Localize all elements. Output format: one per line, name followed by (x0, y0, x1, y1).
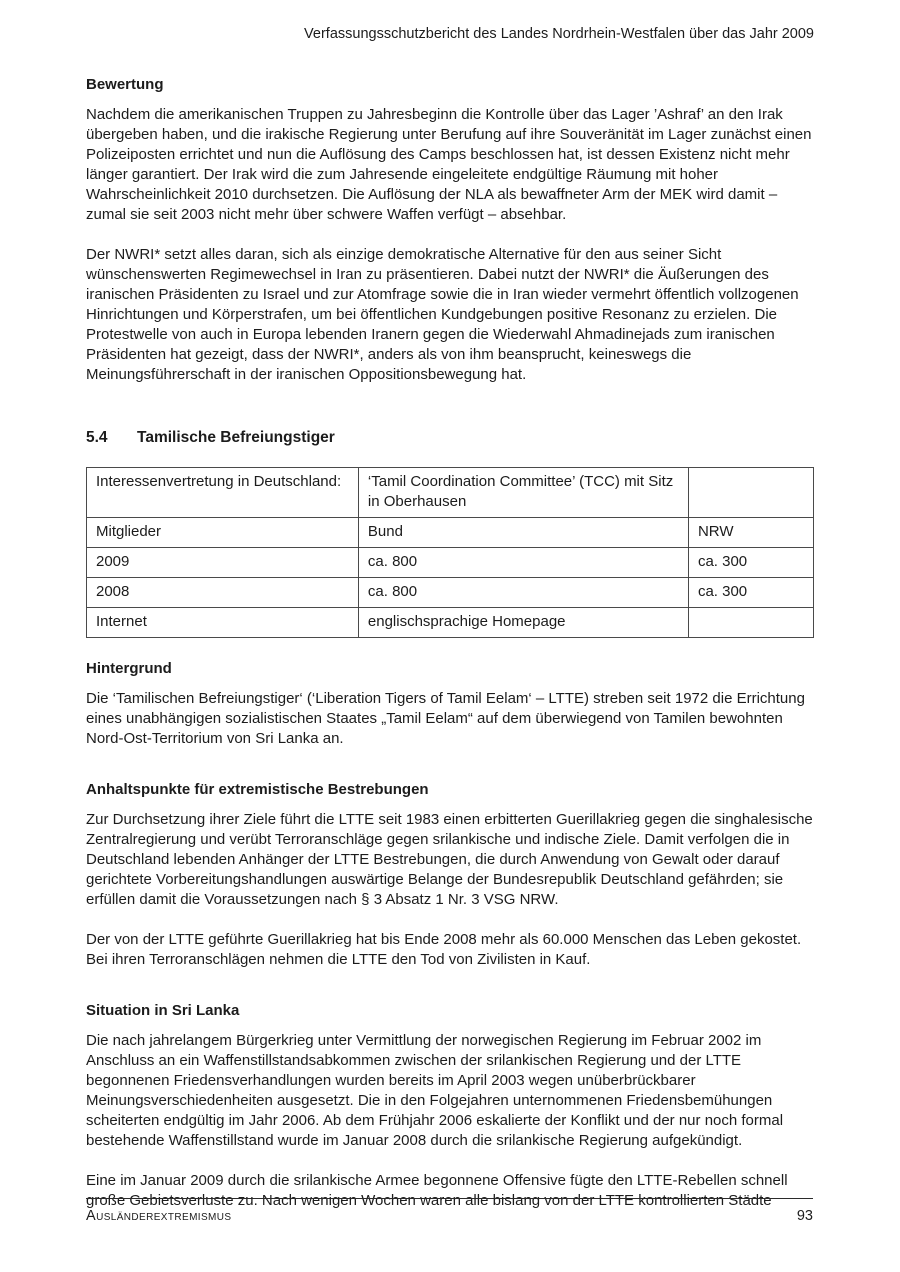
organisation-info-table (86, 467, 814, 638)
heading-anhaltspunkte: Anhaltspunkte für extremistische Bestrebungen (86, 781, 429, 798)
table-cell: Mitglieder (87, 518, 359, 548)
heading-situation: Situation in Sri Lanka (86, 1002, 240, 1019)
table-cell: ‘Tamil Coordination Committee’ (TCC) mit Sitz in Oberhausen (358, 468, 688, 518)
table-cell: ca. 300 (688, 548, 813, 578)
table-row (87, 608, 814, 638)
table-cell: ca. 800 (358, 548, 688, 578)
running-header (86, 26, 814, 42)
table-cell: englischsprachige Homepage (358, 608, 688, 638)
table-cell: ca. 800 (358, 578, 688, 608)
page-number: 93 (796, 1208, 813, 1224)
paragraph-situation-2: Eine im Januar 2009 durch die srilankische Armee begonnene Offensive fügte den LTTE-Rebellen schnell große Gebietsverluste zu. Nach wenigen Wochen waren alle bislang von der LTTE kontrollierten Städte (86, 1172, 788, 1209)
table-row (87, 548, 814, 578)
table-cell: ca. 300 (688, 578, 813, 608)
table-cell (688, 608, 813, 638)
table-row (87, 518, 814, 548)
table-row (87, 468, 814, 518)
table-cell: Internet (87, 608, 359, 638)
paragraph-anhaltspunkte-2: Der von der LTTE geführte Guerillakrieg hat bis Ende 2008 mehr als 60.000 Menschen das Leben gekostet. Bei ihren Terroranschlägen nehmen die LTTE den Tod von Zivilisten in Kauf. (86, 931, 802, 968)
section-title: Tamilische Befreiungstiger (137, 429, 335, 446)
paragraph-bewertung-2: Der NWRI* setzt alles daran, sich als einzige demokratische Alternative für den aus seiner Sicht wünschenswerten Regimewechsel in Iran zu präsentieren. Dabei nutzt der NWRI* die Äußerungen des iranischen Präsidenten zu Israel und zur Atomfrage sowie die in Iran wieder vermehrt öffentlich vollzogenen Hinrichtungen und Körperstrafen, um bei öffentlichen Kundgebungen positive Resonanz zu erzielen. Die Protestwelle von auch in Europa lebenden Iranern gegen die Wiederwahl Ahmadinejads zum iranischen Präsidenten hat gezeigt, dass der NWRI*, anders als von ihm beansprucht, keineswegs die Meinungsführerschaft in der iranischen Oppositionsbewegung hat. (86, 246, 799, 383)
table-row (87, 578, 814, 608)
heading-bewertung: Bewertung (86, 76, 164, 93)
paragraph-situation-1: Die nach jahrelangem Bürgerkrieg unter Vermittlung der norwegischen Regierung im Februar 2002 im Anschluss an ein Waffenstillstandsabkommen zwischen der srilankischen Regierung und der LTTE begonnenen Friedensverhandlungen wurden bereits im April 2003 wegen unüberbrückbarer Meinungsverschiedenheiten ausgesetzt. Die in den Folgejahren unternommenen Friedensbemühungen scheiterten endgültig im Jahr 2006. Ab dem Frühjahr 2006 eskalierte der Konflikt und der nur noch formal bestehende Waffenstillstand wurde im Januar 2008 durch die srilankische Regierung aufgekündigt. (86, 1032, 784, 1149)
table-cell: Interessenvertretung in Deutschland: (87, 468, 359, 518)
running-header-title: Verfassungsschutzbericht des Landes Nordrhein-Westfalen über das Jahr 2009 (304, 26, 814, 42)
table-cell: Bund (358, 518, 688, 548)
table-cell (688, 468, 813, 518)
footer-section-label: Ausländerextremismus (86, 1208, 232, 1224)
table-cell: NRW (688, 518, 813, 548)
paragraph-hintergrund-1: Die ‘Tamilischen Befreiungstiger‘ (‘Liberation Tigers of Tamil Eelam‘ – LTTE) streben seit 1972 die Errichtung eines unabhängigen sozialistischen Staates „Tamil Eelam“ auf dem überwiegend von Tamilen bewohnten Nord-Ost-Territorium von Sri Lanka an. (86, 690, 805, 747)
page-footer (86, 1198, 813, 1224)
section-heading-5-4 (86, 429, 814, 447)
paragraph-anhaltspunkte-1: Zur Durchsetzung ihrer Ziele führt die LTTE seit 1983 einen erbitterten Guerillakrieg gegen die singhalesische Zentralregierung und verübt Terroranschläge gegen srilankische und indische Ziele. Damit verfolgen die in Deutschland lebenden Anhänger der LTTE Bestrebungen, die durch Anwendung von Gewalt oder darauf gerichtete Vorbereitungshandlungen auswärtige Belange der Bundesrepublik Deutschland gefährden; sie erfüllen damit die Voraussetzungen nach § 3 Absatz 1 Nr. 3 VSG NRW. (86, 811, 813, 908)
section-number: 5.4 (86, 429, 108, 446)
table-cell: 2008 (87, 578, 359, 608)
table-cell: 2009 (87, 548, 359, 578)
paragraph-bewertung-1: Nachdem die amerikanischen Truppen zu Jahresbeginn die Kontrolle über das Lager ’Ashraf’ an den Irak übergeben haben, und die irakische Regierung unter Berufung auf ihre Souveränität im Lager zunächst einen Polizeiposten errichtet und nun die Auflösung des Camps beschlossen hat, ist dessen Existenz nicht mehr länger garantiert. Der Irak wird die zum Jahresende eingeleitete endgültige Räumung mit hoher Wahrscheinlichkeit 2010 durchsetzen. Die Auflösung der NLA als bewaffneter Arm der MEK wird damit – zumal sie seit 2003 nicht mehr über schwere Waffen verfügt – absehbar. (86, 106, 812, 223)
heading-hintergrund: Hintergrund (86, 660, 172, 677)
